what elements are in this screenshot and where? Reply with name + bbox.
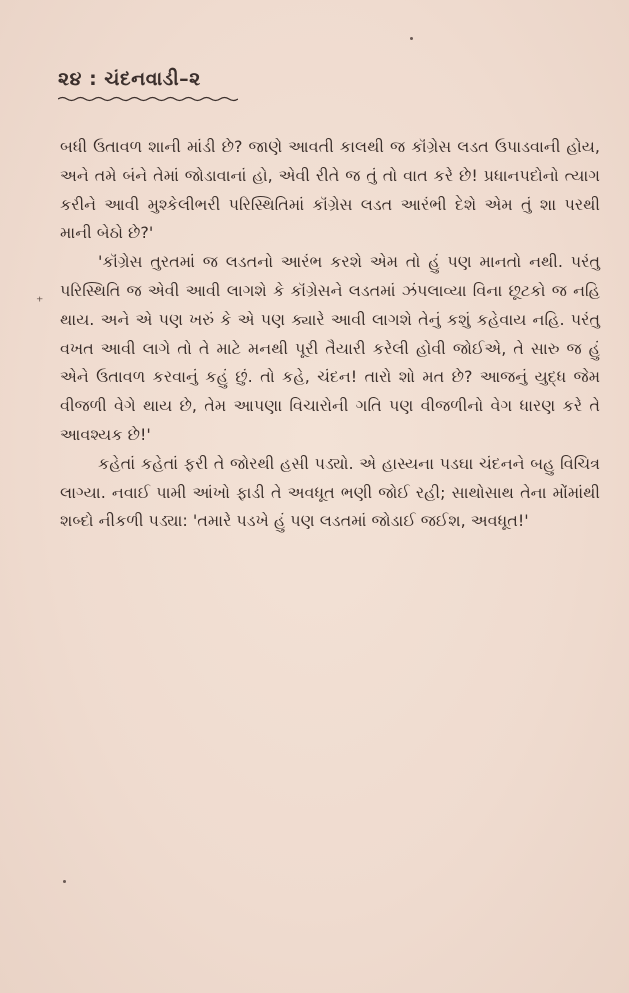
paragraph-1: બધી ઉતાવળ શાની માંડી છે? જાણે આવતી કાલથી જ કૉંગ્રેસ લડત ઉપાડવાની હોય, અને તમે બંને તેમાં જોડાવાનાં હો, એવી રીતે જ તું તો વાત કરે છે! પ્રધાનપદોનો ત્યાગ કરીને આવી મુશ્કેલીભરી પરિસ્થિતિમાં કૉંગ્રેસ લડત આરંભી દેશે એમ તું શા પરથી માની બેઠો છે?' [60, 137, 600, 243]
page-number: ૨૪ [58, 68, 82, 90]
header-wavy-rule [58, 96, 238, 102]
paragraph-2: 'કૉંગ્રેસ તુરતમાં જ લડતનો આરંભ કરશે એમ તો હું પણ માનતો નથી. પરંતુ પરિસ્થિતિ જ એવી આવી લાગશે કે કૉંગ્રેસને લડતમાં ઝંપલાવ્યા વિના છૂટકો જ નહિ થાય. અને એ પણ ખરું કે એ પણ ક્યારે આવી લાગશે તેનું કશું કહેવાય નહિ. પરંતુ વખત આવી લાગે તો તે માટે મનથી પૂરી તૈયારી કરેલી હોવી જોઈએ, તે સારુ જ હું એને ઉતાવળ કરવાનું કહું છું. તો કહે, ચંદન! તારો શો મત છે? આજનું યુદ્ધ જેમ વીજળી વેગે થાય છે, તેમ આપણા વિચારોની ગતિ પણ વીજળીનો વેગ ધારણ કરે તે આવશ્યક છે!' [60, 252, 600, 444]
paragraph-3: કહેતાં કહેતાં ફરી તે જોરથી હસી પડ્યો. એ હાસ્યના પડઘા ચંદનને બહુ વિચિત્ર લાગ્યા. નવાઈ પામી આંખો ફાડી તે અવધૂત ભણી જોઈ રહી; સાથોસાથ તેના મોંમાંથી શબ્દો નીકળી પડ્યા: 'તમારે પડખે હું પણ લડતમાં જોડાઈ જઈશ, અવધૂત!' [60, 453, 600, 531]
paper-speck [410, 37, 413, 40]
body-text [60, 133, 600, 536]
header-separator: : [89, 68, 98, 90]
chapter-title: ચંદનવાડી–૨ [104, 68, 201, 90]
margin-mark: ⁺ [36, 294, 44, 310]
paper-speck [63, 880, 66, 883]
running-header [58, 68, 201, 90]
